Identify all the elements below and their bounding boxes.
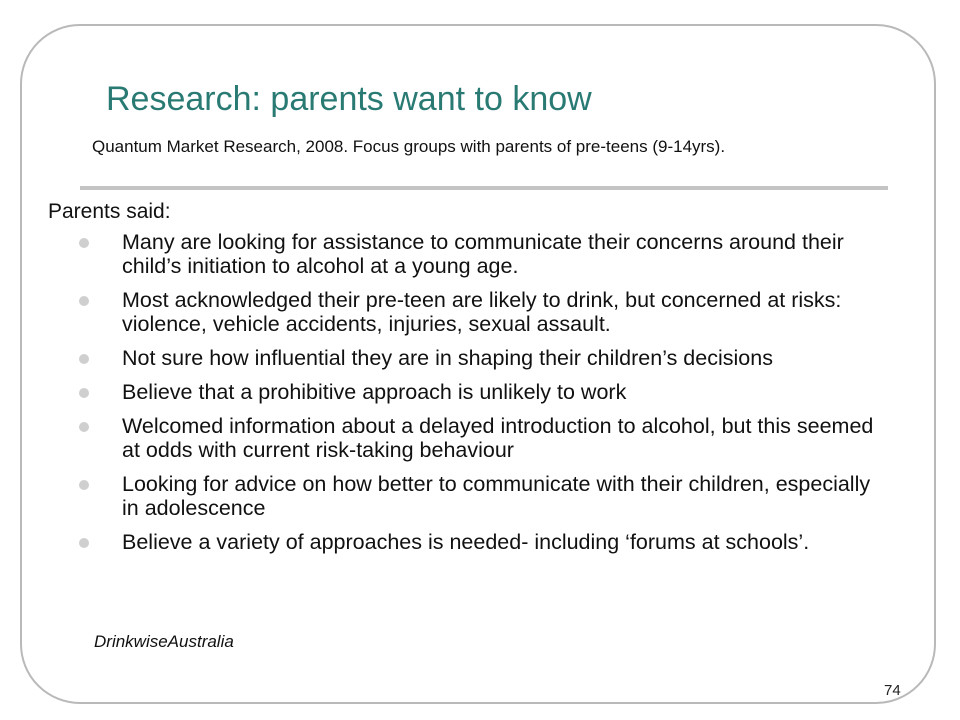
- bullet-item: [0, 414, 880, 462]
- bullet-item: [0, 288, 880, 336]
- bullet-text: Most acknowledged their pre-teen are likely to drink, but concerned at risks: violence, vehicle accidents, injuries, sexual assault.: [122, 288, 842, 336]
- bullet-list: [0, 230, 880, 564]
- bullet-text: Welcomed information about a delayed introduction to alcohol, but this seemed at odds with current risk-taking behaviour: [122, 414, 874, 462]
- bullet-text: Looking for advice on how better to communicate with their children, especially in adolescence: [122, 472, 871, 520]
- slide-title: Research: parents want to know: [106, 80, 592, 118]
- bullet-item: [0, 380, 880, 404]
- source-credit: DrinkwiseAustralia: [94, 632, 234, 651]
- bullet-dot-icon: [79, 238, 89, 248]
- bullet-dot-icon: [79, 388, 89, 398]
- bullet-item: [0, 472, 880, 520]
- bullet-dot-icon: [79, 296, 89, 306]
- bullet-text: Many are looking for assistance to communicate their concerns around their child’s initiation to alcohol at a young age.: [122, 230, 844, 278]
- bullet-item: [0, 230, 880, 278]
- bullet-dot-icon: [79, 538, 89, 548]
- bullet-item: [0, 530, 880, 554]
- bullet-item: [0, 346, 880, 370]
- slide-subtitle: Quantum Market Research, 2008. Focus groups with parents of pre-teens (9-14yrs).: [92, 137, 726, 156]
- bullet-dot-icon: [79, 422, 89, 432]
- bullet-dot-icon: [79, 354, 89, 364]
- intro-text: Parents said:: [48, 200, 171, 223]
- bullet-text: Not sure how influential they are in shaping their children’s decisions: [122, 346, 773, 370]
- bullet-dot-icon: [79, 480, 89, 490]
- bullet-text: Believe that a prohibitive approach is unlikely to work: [122, 380, 627, 404]
- page-number: 74: [884, 682, 901, 699]
- bullet-text: Believe a variety of approaches is needed- including ‘forums at schools’.: [122, 530, 810, 554]
- title-divider: [80, 186, 888, 190]
